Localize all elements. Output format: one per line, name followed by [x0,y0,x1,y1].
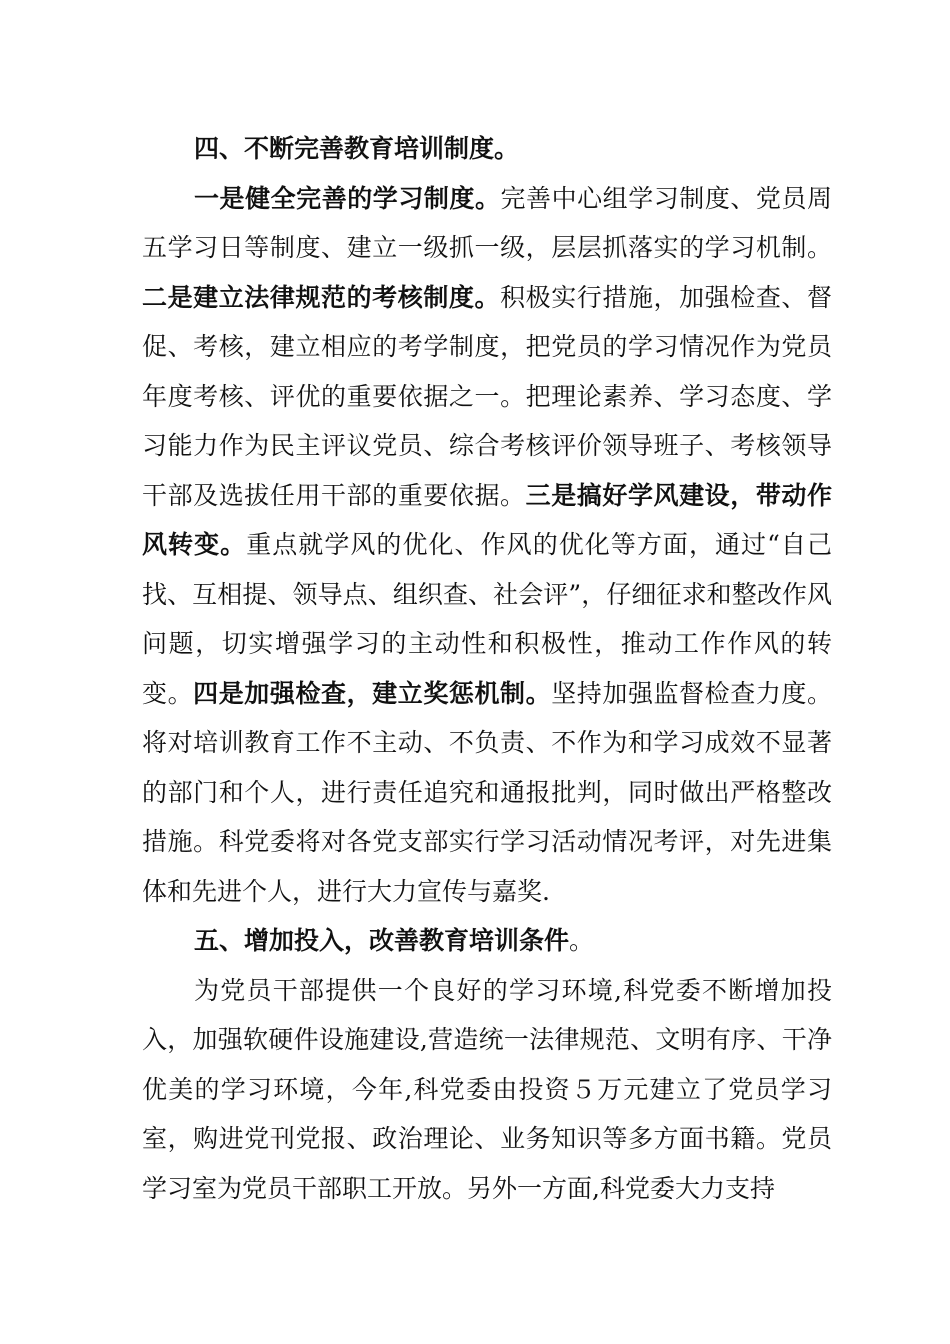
point-two-text: 积极实行措施，加强检查、督促、考核，建立相应的考学制度，把党员的学习情况作为党员年度考核、评优的重要依据之一。把理论素养、学习态度、学习能力作为民主评议党员、综合考核评价领导班子、考核领导干部及选拔任用干部的重要依据。 [142,282,832,510]
section-five-body: 为党员干部提供一个良好的学习环境,科党委不断增加投入，加强软硬件设施建设,营造统一法律规范、文明有序、干净优美的学习环境，今年,科党委由投资５万元建立了党员学习室，购进党刊党报、政治理论、业务知识等多方面书籍。党员学习室为党员干部职工开放。另外一方面,科党委大力支持 [142,975,832,1203]
point-one-text: 完善中心组学习制度、党员周五学习日等制度、建立一级抓一级，层层抓落实的学习机制。 [142,183,832,262]
section-four-body [142,174,832,917]
point-three-title: 三是搞好学风建设，带动作风转变。 [142,480,832,559]
point-four-title: 四是加强检查，建立奖惩机制。 [193,678,552,708]
section-four-heading: 四、不断完善教育培训制度。 [194,134,520,163]
section-five-heading-text: 五、增加投入，改善教育培训条件 [194,926,570,955]
section-five-heading [142,916,832,966]
section-five-heading-punct: 。 [569,926,595,955]
document-page [142,124,832,1213]
point-two-title: 二是建立法律规范的考核制度。 [142,282,501,312]
point-one-title: 一是健全完善的学习制度。 [194,183,501,213]
point-four-text: 坚持加强监督检查力度。将对培训教育工作不主动、不负责、不作为和学习成效不显著的部门和个人，进行责任追究和通报批判，同时做出严格整改措施。科党委将对各党支部实行学习活动情况考评，对先进集体和先进个人，进行大力宣传与嘉奖. [142,678,832,906]
point-three-text: 重点就学风的优化、作风的优化等方面，通过“自己找、互相提、领导点、组织查、社会评”，仔细征求和整改作风问题，切实增强学习的主动性和积极性，推动工作作风的转变。 [142,530,832,708]
